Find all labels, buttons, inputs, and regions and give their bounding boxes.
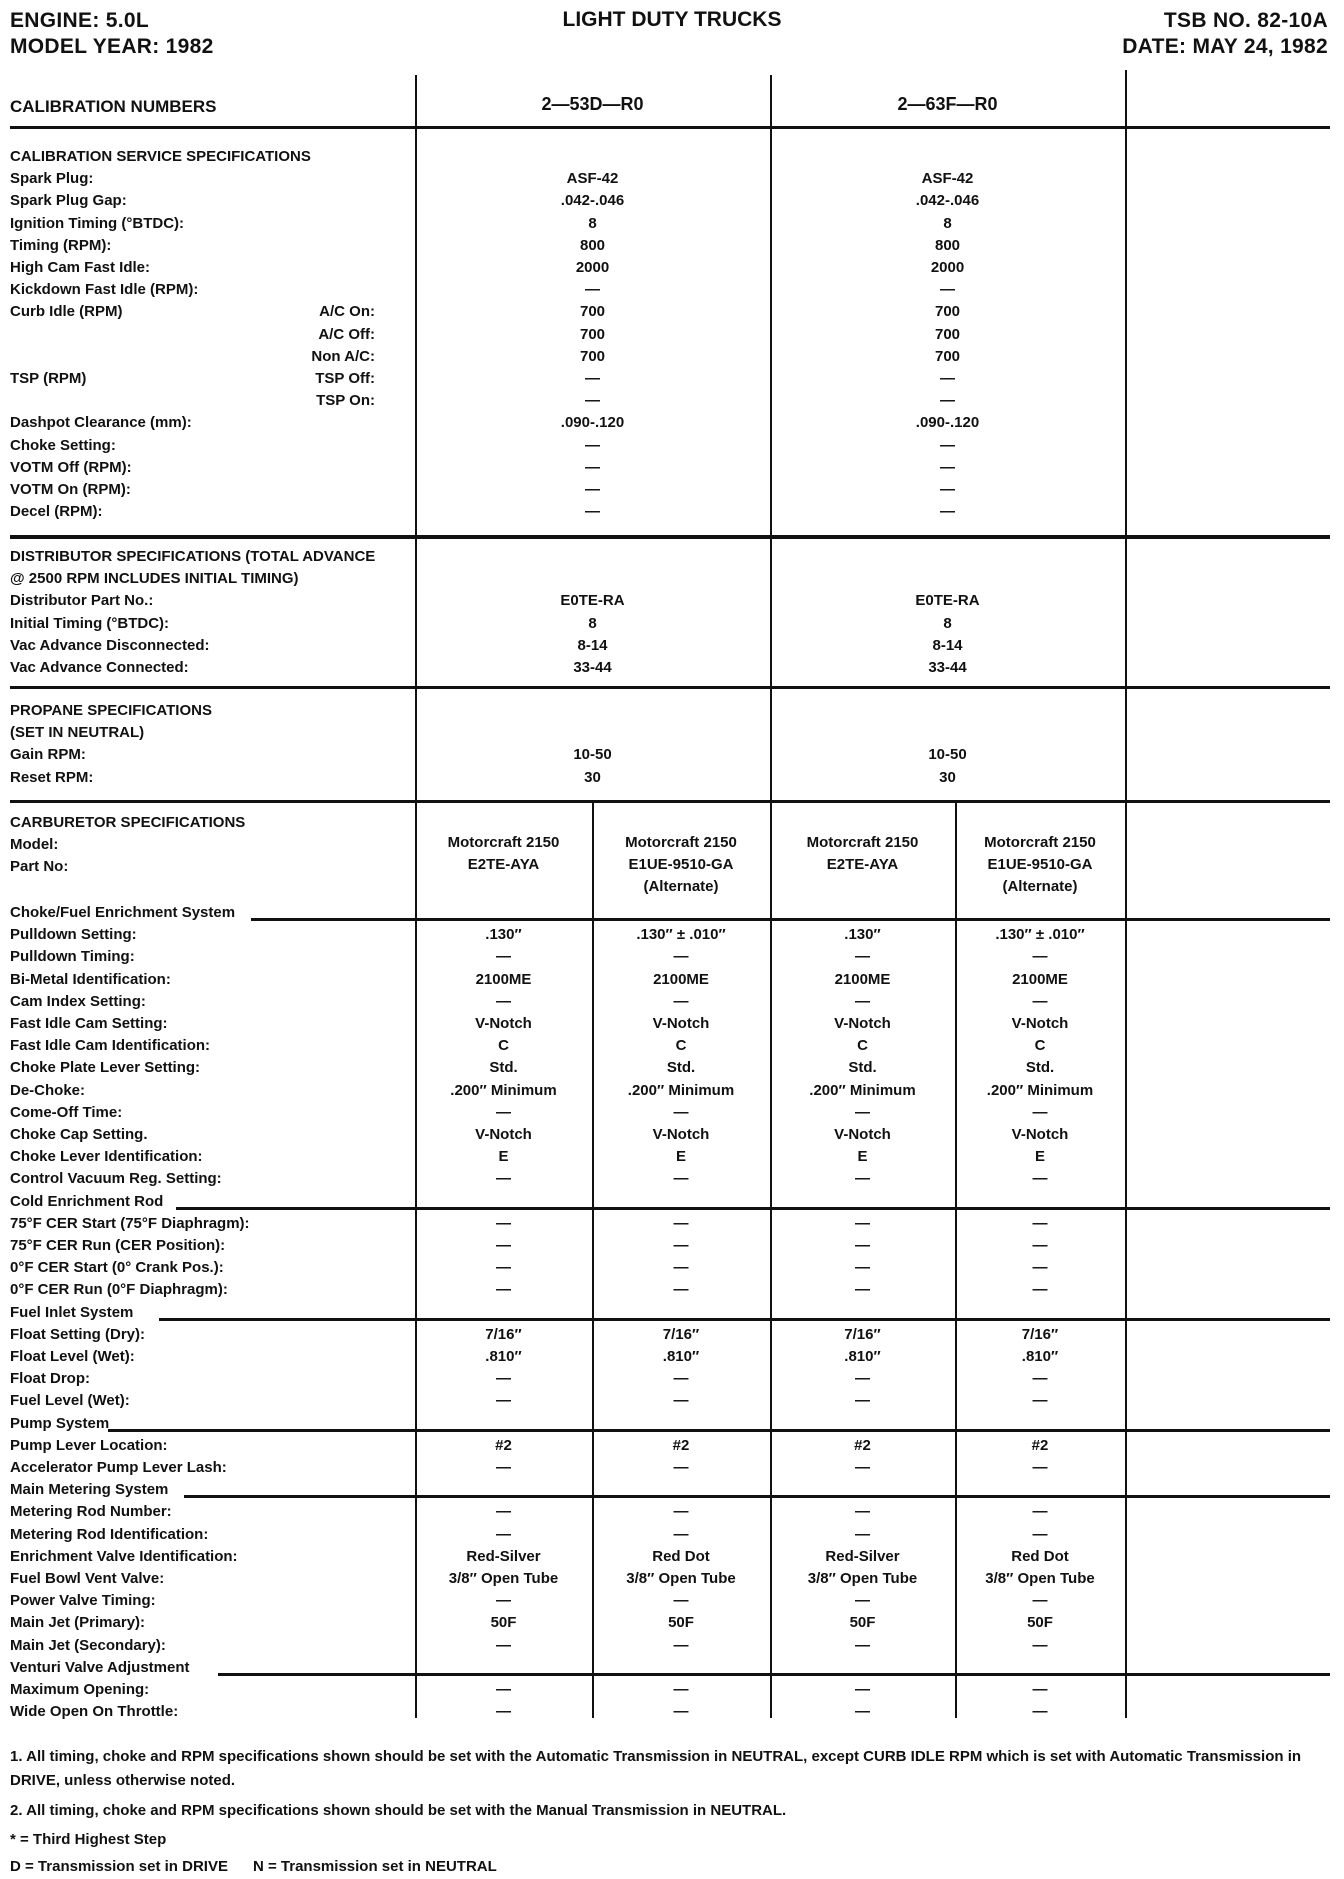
spec-value: E0TE-RA: [560, 592, 625, 610]
carb-spec-value: 50F: [849, 1614, 876, 1632]
carb-spec-value: 50F: [1027, 1614, 1053, 1632]
spec-label: Pump Lever Location:: [10, 1436, 168, 1454]
carb-spec-value: —: [855, 1703, 870, 1721]
carb-spec-value: —: [855, 1392, 870, 1410]
carb-spec-value: #2: [1031, 1436, 1049, 1454]
spec-label: Cam Index Setting:: [10, 992, 146, 1010]
spec-sublabel: Non A/C:: [311, 347, 375, 365]
spec-label: Ignition Timing (°BTDC):: [10, 214, 185, 232]
carb-spec-value: #2: [854, 1436, 871, 1454]
spec-value: ASF-42: [566, 170, 619, 188]
spec-value: 800: [934, 236, 961, 254]
carb-spec-value: —: [673, 1237, 689, 1254]
spec-label: Fast Idle Cam Setting:: [10, 1015, 168, 1032]
rule-line: [10, 126, 1330, 129]
carb-spec-value: —: [855, 992, 870, 1010]
spec-label: Spark Plug Gap:: [10, 192, 127, 210]
carb-spec-value: —: [496, 1170, 511, 1188]
carb-spec-value: —: [855, 1636, 870, 1654]
spec-label: Vac Advance Disconnected:: [10, 636, 210, 654]
spec-label: Float Setting (Dry):: [10, 1325, 145, 1343]
carb-group-title: Choke/Fuel Enrichment System: [10, 904, 236, 921]
propane-title: PROPANE SPECIFICATIONS: [10, 702, 212, 719]
carb-spec-value: 3/8″ Open Tube: [985, 1570, 1095, 1587]
carb-spec-value: —: [673, 1214, 689, 1232]
spec-value: 2000: [575, 259, 610, 276]
footnote-4: D = Transmission set in DRIVE N = Transmission set in NEUTRAL: [10, 1858, 497, 1875]
carb-spec-value: C: [675, 1037, 687, 1055]
spec-value: .042-.046: [915, 192, 980, 210]
spec-label: VOTM On (RPM):: [10, 481, 131, 498]
spec-label: Choke Plate Lever Setting:: [10, 1059, 201, 1077]
engine-label: ENGINE: 5.0L: [10, 9, 149, 32]
carb-spec-value: Red Dot: [1011, 1547, 1069, 1565]
carb-spec-value: —: [1032, 1370, 1048, 1388]
carb-spec-value: —: [673, 1392, 689, 1410]
spec-value: .090-.120: [560, 414, 625, 432]
spec-label: Fuel Bowl Vent Valve:: [10, 1570, 165, 1587]
carb-model: Motorcraft 2150: [447, 834, 560, 851]
spec-label: Float Drop:: [10, 1370, 90, 1388]
carb-spec-value: —: [855, 1459, 870, 1476]
spec-value: 2000: [930, 259, 965, 276]
carb-spec-value: .200″ Minimum: [986, 1081, 1094, 1099]
footnote-3: * = Third Highest Step: [10, 1831, 167, 1848]
spec-value: 33-44: [928, 659, 967, 676]
carb-spec-value: —: [1032, 992, 1048, 1010]
spec-value: —: [585, 436, 600, 454]
carb-spec-value: —: [496, 1636, 511, 1654]
carb-spec-value: —: [673, 1681, 689, 1698]
carb-spec-value: .810″: [1021, 1348, 1059, 1365]
carb-spec-value: E: [498, 1148, 509, 1166]
rule-line: [10, 800, 1330, 803]
spec-value: 33-44: [573, 659, 612, 676]
carb-spec-value: V-Notch: [652, 1126, 710, 1143]
spec-label: 0°F CER Start (0° Crank Pos.):: [10, 1259, 224, 1277]
spec-value: —: [940, 503, 955, 521]
carb-spec-value: 2100ME: [1012, 970, 1068, 988]
spec-label: Initial Timing (°BTDC):: [10, 614, 170, 632]
model-year-label: MODEL YEAR: 1982: [10, 35, 214, 58]
spec-label: Timing (RPM):: [10, 236, 112, 254]
spec-sublabel: TSP Off:: [315, 370, 375, 387]
carb-spec-value: —: [673, 1636, 689, 1654]
spec-sublabel: A/C On:: [319, 303, 375, 321]
carb-spec-value: 3/8″ Open Tube: [807, 1570, 918, 1587]
spec-label: Pulldown Setting:: [10, 926, 137, 944]
carb-spec-value: Red-Silver: [825, 1547, 900, 1565]
carb-spec-value: —: [855, 1503, 870, 1521]
spec-value: —: [585, 481, 600, 498]
carb-spec-value: 3/8″ Open Tube: [626, 1570, 736, 1587]
carb-spec-value: —: [855, 1214, 870, 1232]
carb-spec-value: Red-Silver: [466, 1547, 541, 1565]
carb-spec-value: —: [496, 1281, 511, 1299]
spec-value: 8-14: [577, 636, 608, 654]
carb-spec-value: Std.: [848, 1059, 877, 1077]
spec-value: 8: [588, 214, 597, 232]
carb-spec-value: —: [1032, 1503, 1048, 1521]
carb-spec-value: —: [496, 1503, 511, 1521]
carb-spec-value: E: [857, 1148, 868, 1166]
spec-label: Kickdown Fast Idle (RPM):: [10, 281, 199, 299]
carb-spec-value: #2: [495, 1436, 512, 1454]
spec-value: 30: [584, 768, 601, 786]
spec-label: Reset RPM:: [10, 768, 94, 786]
rule-line: [218, 1673, 1330, 1676]
carb-spec-value: —: [673, 1259, 689, 1277]
spec-sublabel: A/C Off:: [318, 325, 375, 343]
carb-model-label: Model:: [10, 836, 59, 854]
spec-label: Choke Cap Setting.: [10, 1126, 148, 1143]
carb-spec-value: —: [855, 1681, 870, 1698]
spec-label: Metering Rod Number:: [10, 1503, 172, 1521]
spec-value: —: [940, 436, 955, 454]
spec-value: —: [940, 392, 955, 410]
calibration-col-2: 2—63F—R0: [897, 94, 998, 114]
spec-value: 700: [579, 347, 606, 365]
carb-part-label: Part No:: [10, 858, 69, 876]
propane-title: (SET IN NEUTRAL): [10, 724, 145, 742]
page-title: LIGHT DUTY TRUCKS: [562, 8, 782, 31]
spec-value: —: [940, 458, 955, 476]
rule-line: [108, 1429, 1330, 1432]
spec-label: Curb Idle (RPM): [10, 303, 123, 321]
spec-label: Gain RPM:: [10, 746, 86, 764]
carb-spec-value: Std.: [489, 1059, 518, 1077]
carb-title: CARBURETOR SPECIFICATIONS: [10, 814, 246, 831]
carb-spec-value: —: [673, 1103, 689, 1121]
carb-spec-value: Std.: [1025, 1059, 1055, 1077]
spec-label: Main Jet (Secondary):: [10, 1636, 166, 1654]
carb-spec-value: —: [496, 1681, 511, 1698]
spec-label: 75°F CER Run (CER Position):: [10, 1237, 226, 1254]
spec-value: 10-50: [928, 746, 967, 764]
spec-label: Enrichment Valve Identification:: [10, 1547, 238, 1565]
spec-value: —: [585, 281, 600, 299]
calibration-label: CALIBRATION NUMBERS: [10, 97, 217, 116]
spec-label: Metering Rod Identification:: [10, 1525, 209, 1543]
carb-spec-value: —: [1032, 1214, 1048, 1232]
carb-spec-value: —: [1032, 1681, 1048, 1698]
spec-label: Control Vacuum Reg. Setting:: [10, 1170, 222, 1188]
spec-value: 700: [934, 303, 961, 321]
spec-label: Bi-Metal Identification:: [10, 970, 171, 988]
carb-spec-value: —: [855, 1103, 870, 1121]
spec-label: Dashpot Clearance (mm):: [10, 414, 192, 432]
carb-part-number: E2TE-AYA: [467, 856, 540, 874]
carb-spec-value: E: [1034, 1148, 1045, 1166]
carb-spec-value: —: [1032, 1592, 1048, 1610]
spec-value: —: [940, 281, 955, 299]
spec-label: Choke Lever Identification:: [10, 1148, 203, 1166]
carb-spec-value: —: [496, 1392, 511, 1410]
carb-spec-value: 2100ME: [834, 970, 891, 988]
carb-spec-value: .130″ ± .010″: [636, 926, 726, 944]
carb-spec-value: —: [496, 1237, 511, 1254]
carb-spec-value: —: [496, 1592, 511, 1610]
footnote-1: 1. All timing, choke and RPM specifications shown should be set with the Automatic Transmission in NEUTRAL, except CURB IDLE RPM which is set with Automatic Transmission in DRIVE, unless otherwise noted.: [10, 1748, 1302, 1789]
carb-spec-value: —: [855, 1237, 870, 1254]
carb-spec-value: .130″: [844, 926, 881, 944]
carb-spec-value: C: [498, 1037, 509, 1055]
service-title: CALIBRATION SERVICE SPECIFICATIONS: [10, 148, 311, 165]
rule-line: [251, 918, 1330, 921]
rule-line: [159, 1318, 1330, 1321]
spec-value: 700: [934, 347, 961, 365]
carb-group-title: Main Metering System: [10, 1481, 169, 1499]
carb-spec-value: —: [496, 1703, 511, 1721]
spec-label: Accelerator Pump Lever Lash:: [10, 1459, 227, 1476]
distributor-title: DISTRIBUTOR SPECIFICATIONS (TOTAL ADVANCE: [10, 548, 376, 565]
carb-spec-value: —: [855, 1259, 870, 1277]
carb-part-number: E1UE-9510-GA: [628, 856, 734, 874]
carb-spec-value: 3/8″ Open Tube: [448, 1570, 559, 1587]
spec-label: Main Jet (Primary):: [10, 1614, 146, 1632]
carb-spec-value: 7/16″: [844, 1325, 881, 1343]
spec-value: 30: [939, 768, 956, 786]
spec-value: 8: [588, 614, 597, 632]
spec-value: —: [940, 481, 955, 498]
carb-spec-value: .810″: [485, 1348, 522, 1365]
spec-value: 8-14: [932, 636, 963, 654]
carb-spec-value: —: [673, 1503, 689, 1521]
carb-spec-value: E: [675, 1148, 686, 1166]
carb-group-title: Fuel Inlet System: [10, 1303, 134, 1321]
spec-value: .090-.120: [915, 414, 980, 432]
spec-label: Distributor Part No.:: [10, 592, 154, 610]
carb-spec-value: —: [673, 1525, 689, 1543]
spec-label: Come-Off Time:: [10, 1103, 123, 1121]
carb-spec-value: —: [496, 1370, 511, 1388]
carb-spec-value: .200″ Minimum: [450, 1081, 557, 1099]
carb-spec-value: —: [496, 992, 511, 1010]
carb-spec-value: —: [1032, 1237, 1048, 1254]
carb-spec-value: V-Notch: [652, 1015, 710, 1032]
carb-spec-value: —: [673, 1592, 689, 1610]
spec-label: Vac Advance Connected:: [10, 659, 189, 676]
spec-value: 700: [579, 325, 606, 343]
carb-spec-value: V-Notch: [834, 1126, 891, 1143]
spec-label: Wide Open On Throttle:: [10, 1703, 179, 1721]
spec-label: Pulldown Timing:: [10, 948, 135, 966]
tsb-date: DATE: MAY 24, 1982: [1122, 35, 1328, 58]
carb-spec-value: —: [855, 1592, 870, 1610]
spec-value: 10-50: [573, 746, 612, 764]
carb-spec-value: —: [673, 1281, 689, 1299]
carb-spec-value: —: [1032, 1703, 1048, 1721]
column-divider: [1125, 70, 1127, 800]
spec-value: —: [940, 370, 955, 387]
carb-spec-value: —: [855, 948, 870, 966]
carb-spec-value: Red Dot: [652, 1547, 710, 1565]
carb-part-number: E1UE-9510-GA: [987, 856, 1093, 874]
carb-spec-value: C: [1034, 1037, 1046, 1055]
rule-line: [184, 1495, 1330, 1498]
carb-spec-value: 7/16″: [1021, 1325, 1059, 1343]
carb-note: (Alternate): [643, 878, 719, 896]
carb-spec-value: .810″: [844, 1348, 881, 1365]
carb-spec-value: —: [496, 948, 511, 966]
spec-value: 8: [943, 614, 952, 632]
spec-label: Fuel Level (Wet):: [10, 1392, 130, 1410]
carb-spec-value: —: [1032, 1103, 1048, 1121]
carb-spec-value: Std.: [666, 1059, 696, 1077]
carb-spec-value: —: [496, 1103, 511, 1121]
carb-spec-value: —: [1032, 1281, 1048, 1299]
carb-spec-value: 7/16″: [485, 1325, 522, 1343]
carb-part-number: E2TE-AYA: [826, 856, 899, 874]
carb-model: Motorcraft 2150: [984, 834, 1096, 851]
carb-spec-value: V-Notch: [834, 1015, 891, 1032]
spec-value: .042-.046: [560, 192, 625, 210]
carb-spec-value: —: [1032, 1392, 1048, 1410]
carb-spec-value: 7/16″: [662, 1325, 700, 1343]
carb-spec-value: 2100ME: [653, 970, 709, 988]
spec-value: 700: [579, 303, 606, 321]
spec-label: De-Choke:: [10, 1081, 86, 1099]
spec-value: —: [585, 458, 600, 476]
spec-label: Power Valve Timing:: [10, 1592, 156, 1610]
carb-spec-value: .130″: [485, 926, 522, 944]
spec-value: —: [585, 503, 600, 521]
footnote-2: 2. All timing, choke and RPM specifications shown should be set with the Manual Transmission in NEUTRAL.: [10, 1802, 787, 1819]
carb-group-title: Venturi Valve Adjustment: [10, 1658, 190, 1676]
carb-spec-value: V-Notch: [475, 1015, 532, 1032]
spec-value: —: [585, 370, 600, 387]
carb-spec-value: —: [673, 1703, 689, 1721]
rule-line: [10, 535, 1330, 539]
spec-label: Choke Setting:: [10, 436, 116, 454]
carb-spec-value: C: [857, 1037, 868, 1055]
carb-spec-value: —: [673, 948, 689, 966]
spec-label: Maximum Opening:: [10, 1681, 150, 1698]
carb-spec-value: V-Notch: [475, 1126, 532, 1143]
spec-value: —: [585, 392, 600, 410]
carb-note: (Alternate): [1002, 878, 1078, 896]
spec-value: ASF-42: [921, 170, 974, 188]
carb-spec-value: —: [496, 1214, 511, 1232]
carb-spec-value: —: [496, 1525, 511, 1543]
tsb-number: TSB NO. 82-10A: [1163, 9, 1328, 32]
column-divider: [1125, 800, 1127, 1718]
carb-group-title: Pump System: [10, 1414, 110, 1432]
spec-value: E0TE-RA: [915, 592, 980, 610]
carb-group-title: Cold Enrichment Rod: [10, 1192, 164, 1210]
spec-label: Spark Plug:: [10, 170, 94, 188]
carb-spec-value: —: [855, 1370, 870, 1388]
carb-spec-value: —: [855, 1281, 870, 1299]
rule-line: [10, 686, 1330, 689]
carb-spec-value: —: [855, 1525, 870, 1543]
header-right: [1122, 8, 1328, 60]
carb-spec-value: .810″: [662, 1348, 700, 1365]
carb-spec-value: —: [1032, 1525, 1048, 1543]
spec-label: 75°F CER Start (75°F Diaphragm):: [10, 1214, 250, 1232]
spec-label: High Cam Fast Idle:: [10, 259, 151, 276]
carb-spec-value: 50F: [490, 1614, 517, 1632]
spec-label: TSP (RPM): [10, 370, 87, 387]
carb-spec-value: .200″ Minimum: [627, 1081, 735, 1099]
carb-model: Motorcraft 2150: [806, 834, 919, 851]
carb-spec-value: #2: [672, 1436, 690, 1454]
spec-label: Float Level (Wet):: [10, 1348, 135, 1365]
carb-spec-value: —: [855, 1170, 870, 1188]
carb-spec-value: —: [496, 1259, 511, 1277]
carb-spec-value: —: [673, 1170, 689, 1188]
carb-spec-value: .130″ ± .010″: [995, 926, 1085, 944]
spec-value: 800: [579, 236, 606, 254]
carb-spec-value: —: [1032, 1170, 1048, 1188]
carb-spec-value: 2100ME: [475, 970, 532, 988]
carb-spec-value: —: [673, 1370, 689, 1388]
spec-label: Decel (RPM):: [10, 503, 103, 521]
rule-line: [176, 1207, 1330, 1210]
spec-label: Fast Idle Cam Identification:: [10, 1037, 211, 1055]
distributor-title: @ 2500 RPM INCLUDES INITIAL TIMING): [10, 570, 299, 588]
carb-spec-value: —: [1032, 948, 1048, 966]
carb-spec-value: —: [673, 1459, 689, 1476]
spec-sublabel: TSP On:: [316, 392, 375, 410]
carb-spec-value: —: [496, 1459, 511, 1476]
carb-spec-value: —: [1032, 1259, 1048, 1277]
calibration-col-1: 2—53D—R0: [541, 94, 644, 114]
spec-label: 0°F CER Run (0°F Diaphragm):: [10, 1281, 228, 1299]
carb-spec-value: V-Notch: [1011, 1015, 1069, 1032]
carb-spec-value: 50F: [668, 1614, 694, 1632]
spec-label: VOTM Off (RPM):: [10, 458, 132, 476]
carb-model: Motorcraft 2150: [625, 834, 737, 851]
carb-spec-value: —: [673, 992, 689, 1010]
spec-value: 8: [943, 214, 952, 232]
spec-value: 700: [934, 325, 961, 343]
carb-spec-value: V-Notch: [1011, 1126, 1069, 1143]
carb-spec-value: .200″ Minimum: [809, 1081, 916, 1099]
carb-spec-value: —: [1032, 1636, 1048, 1654]
carb-spec-value: —: [1032, 1459, 1048, 1476]
